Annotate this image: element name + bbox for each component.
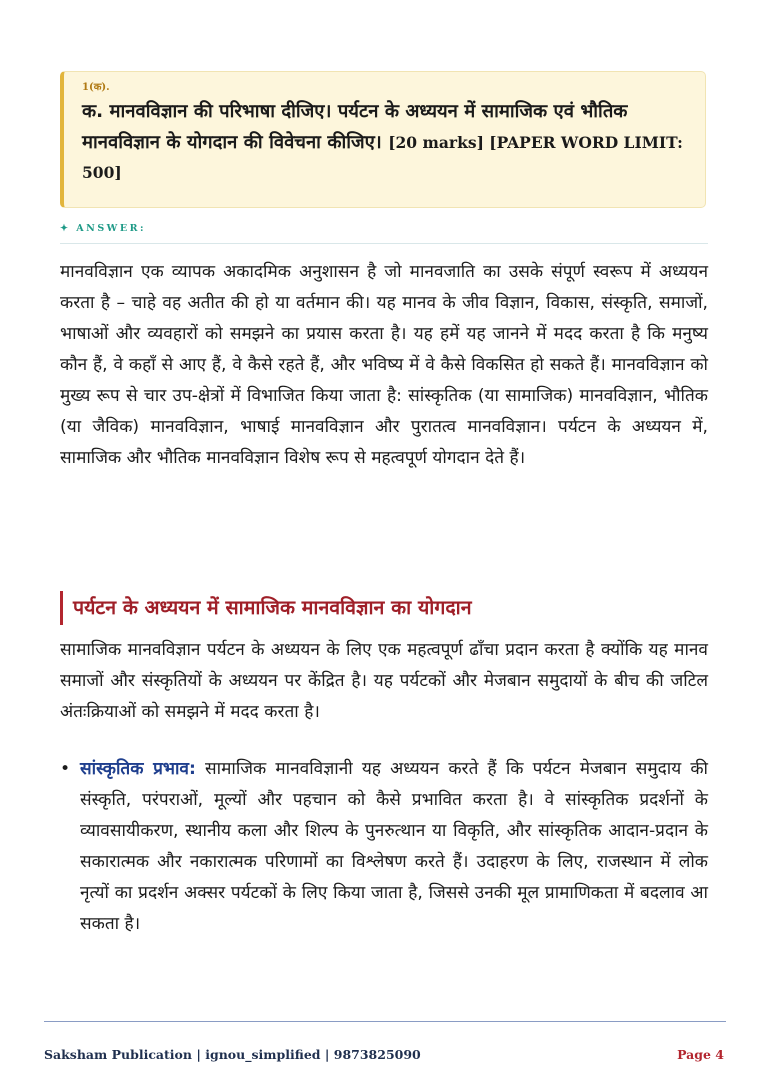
- bullet-body: सामाजिक मानवविज्ञानी यह अध्ययन करते हैं कि पर्यटन मेजबान समुदाय की संस्कृति, परंपराओं, मूल्यों और पहचान को कैसे प्रभावित करता है। वे सांस्कृतिक प्रदर्शनों के व्यावसायीकरण, स्थानीय कला और शिल्प के पुनरुत्थान या विकृति, और सांस्कृतिक आदान-प्रदान के सकारात्मक और नकारात्मक परिणामों का विश्लेषण करते हैं। उदाहरण के लिए, राजस्थान में लोक नृत्यों का प्रदर्शन अक्सर पर्यटकों के लिए किया जाता है, जिससे उनकी मूल प्रामाणिकता में बदलाव आ सकता है।: [80, 759, 709, 934]
- question-meta: [20 marks] [PAPER WORD LIMIT: 500]: [82, 132, 683, 182]
- question-number: 1(क).: [82, 82, 110, 93]
- question-body: क. मानवविज्ञान की परिभाषा दीजिए। पर्यटन के अध्ययन में सामाजिक एवं भौतिक मानवविज्ञान के योगदान की विवेचना कीजिए।: [82, 101, 628, 153]
- intro-paragraph: मानवविज्ञान एक व्यापक अकादमिक अनुशासन है जो मानवजाति का उसके संपूर्ण स्वरूप में अध्ययन करता है – चाहे वह अतीत की हो या वर्तमान की। यह मानव के जीव विज्ञान, विकास, संस्कृति, समाजों, भाषाओं और व्यवहारों को समझने का प्रयास करता है। यह हमें यह जानने में मदद करता है कि मनुष्य कौन हैं, वे कहाँ से आए हैं, वे कैसे रहते हैं, और भविष्य में वे कैसे विकसित हो सकते हैं। मानवविज्ञान को मुख्य रूप से चार उप-क्षेत्रों में विभाजित किया जाता है: सांस्कृतिक (या सामाजिक) मानवविज्ञान, भौतिक (या जैविक) मानवविज्ञान, भाषाई मानवविज्ञान और पुरातत्व मानवविज्ञान। पर्यटन के अध्ययन में, सामाजिक और भौतिक मानवविज्ञान विशेष रूप से महत्वपूर्ण योगदान देते हैं।: [60, 262, 708, 468]
- page-number: Page 4: [677, 1047, 724, 1062]
- answer-label: ✦ ANSWER:: [60, 223, 146, 234]
- question-box: [60, 71, 706, 208]
- footer-publisher: Saksham Publication | ignou_simplified | 9873825090: [44, 1047, 421, 1062]
- section-heading: पर्यटन के अध्ययन में सामाजिक मानवविज्ञान का योगदान: [60, 591, 472, 625]
- bullet-dot-icon: •: [60, 759, 71, 779]
- question-text: [82, 97, 689, 189]
- list-item: [80, 754, 708, 940]
- bullet-list: [60, 754, 708, 940]
- bullet-term: सांस्कृतिक प्रभाव:: [80, 759, 196, 779]
- section-paragraph: सामाजिक मानवविज्ञान पर्यटन के अध्ययन के लिए एक महत्वपूर्ण ढाँचा प्रदान करता है क्योंकि यह मानव समाजों और संस्कृतियों के अध्ययन पर केंद्रित है। यह पर्यटकों और मेजबान समुदायों के बीच की जटिल अंतःक्रियाओं को समझने में मदद करता है।: [60, 640, 708, 722]
- answer-divider: [60, 243, 708, 244]
- footer-divider: [44, 1021, 726, 1022]
